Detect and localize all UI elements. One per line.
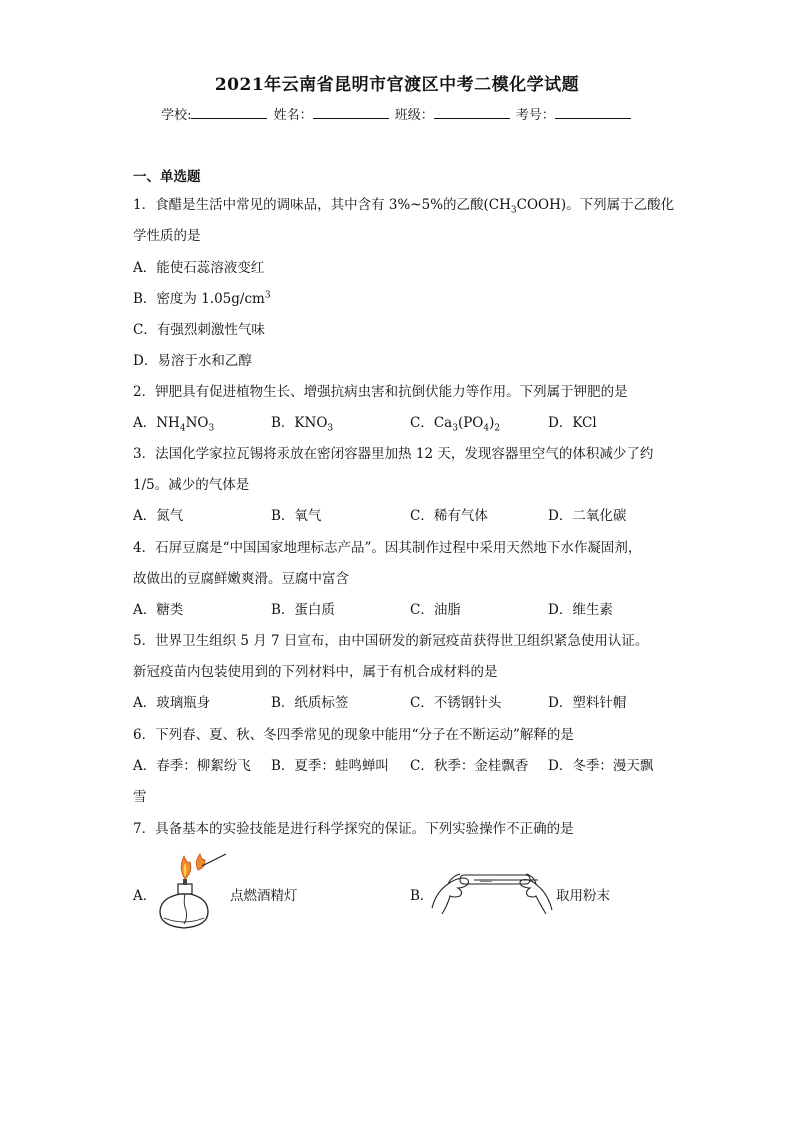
q5-option-d[interactable]: D．塑料针帽: [548, 695, 627, 711]
q7-option-b-letter[interactable]: B．: [410, 888, 434, 904]
q7-stem: 7．具备基本的实验技能是进行科学探究的保证。下列实验操作不正确的是: [133, 821, 574, 837]
q2-option-c[interactable]: C．$Ca_3(PO_4)_2$: [410, 415, 501, 434]
q3-option-c[interactable]: C．稀有气体: [410, 508, 488, 524]
q7-option-b-caption: 取用粉末: [556, 888, 610, 904]
q2-option-b[interactable]: B．$KNO_3$: [271, 415, 334, 434]
q4-option-d[interactable]: D．维生素: [548, 602, 613, 618]
q7-option-a-letter[interactable]: A．: [133, 888, 157, 904]
q6-option-d-wrap: 雪: [133, 789, 147, 805]
q3-option-d[interactable]: D．二氧化碳: [548, 508, 627, 524]
q1-option-d[interactable]: D．易溶于水和乙醇: [133, 353, 252, 369]
q2-option-a[interactable]: A．$NH_4NO_3$: [133, 415, 215, 434]
school-label: 学校:: [161, 108, 192, 123]
class-blank[interactable]: [434, 106, 510, 119]
alcohol-lamp-icon: [150, 848, 230, 932]
q5-option-c[interactable]: C．不锈钢针头: [410, 695, 502, 711]
q1-option-c[interactable]: C．有强烈刺激性气味: [133, 322, 265, 338]
q6-option-d[interactable]: D．冬季：漫天飘: [548, 758, 654, 774]
q3-option-a[interactable]: A．氮气: [133, 508, 184, 524]
q5-stem-line1: 5．世界卫生组织 5 月 7 日宣布，由中国研发的新冠疫苗获得世卫组织紧急使用认证。: [133, 633, 649, 649]
name-blank[interactable]: [313, 106, 389, 119]
name-label: 姓名：: [273, 108, 313, 123]
student-info-line: [0, 104, 794, 123]
class-label: 班级：: [394, 108, 434, 123]
test-tube-powder-icon: [430, 858, 554, 918]
q5-option-b[interactable]: B．纸质标签: [271, 695, 349, 711]
q6-option-a[interactable]: A．春季：柳絮纷飞: [133, 758, 251, 774]
q5-option-a[interactable]: A．玻璃瓶身: [133, 695, 211, 711]
q1-stem-line1: 1．食醋是生活中常见的调味品，其中含有 3%~5%的乙酸$(CH_3COOH)$。下列属于乙酸化: [133, 197, 675, 216]
q4-option-a[interactable]: A．糖类: [133, 602, 184, 618]
q1-option-b[interactable]: B．密度为 $1.05g/cm^3$: [133, 290, 271, 307]
section-heading: 一、单选题: [133, 169, 201, 185]
q4-option-c[interactable]: C．油脂: [410, 602, 461, 618]
q3-stem-line1: 3．法国化学家拉瓦锡将汞放在密闭容器里加热 12 天，发现容器里空气的体积减少了约: [133, 446, 654, 462]
q4-option-b[interactable]: B．蛋白质: [271, 602, 335, 618]
q4-stem-line2: 故做出的豆腐鲜嫩爽滑。豆腐中富含: [133, 571, 349, 587]
page-title: 2021年云南省昆明市官渡区中考二模化学试题: [214, 75, 580, 95]
exam-number-label: 考号：: [515, 108, 555, 123]
q1-option-a[interactable]: A．能使石蕊溶液变红: [133, 260, 265, 276]
school-blank[interactable]: [191, 106, 267, 119]
q2-stem: 2．钾肥具有促进植物生长、增强抗病虫害和抗倒伏能力等作用。下列属于钾肥的是: [133, 384, 628, 400]
q3-stem-line2: 1/5。减少的气体是: [133, 477, 250, 493]
q6-option-b[interactable]: B．夏季：蛙鸣蝉叫: [271, 758, 389, 774]
exam-number-blank[interactable]: [555, 106, 631, 119]
q5-stem-line2: 新冠疫苗内包装使用到的下列材料中，属于有机合成材料的是: [133, 664, 498, 680]
q6-stem: 6．下列春、夏、秋、冬四季常见的现象中能用“分子在不断运动”解释的是: [133, 727, 574, 743]
q3-option-b[interactable]: B．氧气: [271, 508, 322, 524]
q7-option-a-caption: 点燃酒精灯: [230, 888, 298, 904]
q4-stem-line1: 4．石屏豆腐是“中国国家地理标志产品”。因其制作过程中采用天然地下水作凝固剂，: [133, 540, 642, 556]
q1-stem-line2: 学性质的是: [133, 228, 201, 244]
q2-option-d[interactable]: D．KCl: [548, 415, 597, 431]
q6-option-c[interactable]: C．秋季：金桂飘香: [410, 758, 529, 774]
